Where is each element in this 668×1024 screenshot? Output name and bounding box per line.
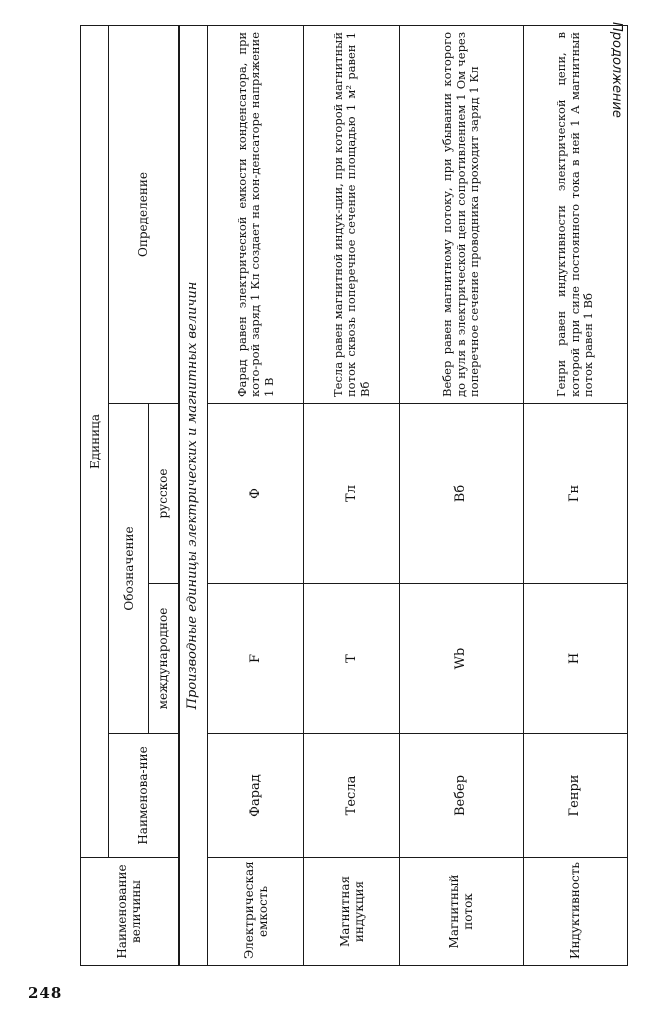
definition: Генри равен индуктивности электрической цепи, в которой при силе постоянного тока в ней 1 А магнитный поток равен 1 Вб bbox=[523, 25, 627, 403]
header-symbol: Обозначение bbox=[109, 404, 149, 734]
unit-name: Вебер bbox=[400, 734, 523, 858]
definition: Фарад равен электрической емкости конденсатора, при кото-рой заряд 1 Кл создает на кон-денсаторе напряжение 1 В bbox=[208, 25, 304, 403]
continuation-label: Продолжение bbox=[609, 22, 624, 118]
table-row bbox=[208, 25, 304, 965]
section-title: Производные единицы электрических и магнитных величин bbox=[179, 25, 208, 965]
quantity-name: Индуктивность bbox=[523, 858, 627, 966]
symbol-international: F bbox=[208, 584, 304, 734]
quantity-name: Магнитная индукция bbox=[304, 858, 400, 966]
quantity-name: Магнитный поток bbox=[400, 858, 523, 966]
symbol-international: T bbox=[304, 584, 400, 734]
definition: Вебер равен магнитному потоку, при убывании которого до нуля в электрической цепи сопротивлением 1 Ом через поперечное сечение проводника проходит заряд 1 Кл bbox=[400, 25, 523, 403]
symbol-russian: Тл bbox=[304, 404, 400, 584]
header-international: международное bbox=[149, 584, 179, 734]
unit-name: Фарад bbox=[208, 734, 304, 858]
symbol-russian: Гн bbox=[523, 404, 627, 584]
units-table bbox=[80, 25, 628, 966]
table-row bbox=[523, 25, 627, 965]
quantity-name: Электрическая емкость bbox=[208, 858, 304, 966]
symbol-russian: Ф bbox=[208, 404, 304, 584]
symbol-international: Wb bbox=[400, 584, 523, 734]
header-unit: Единица bbox=[81, 25, 109, 857]
unit-name: Генри bbox=[523, 734, 627, 858]
unit-name: Тесла bbox=[304, 734, 400, 858]
header-definition: Определение bbox=[109, 25, 179, 403]
header-unit-name: Наименова-ние bbox=[109, 734, 179, 858]
table-row bbox=[304, 25, 400, 965]
definition: Тесла равен магнитной индук-ции, при которой магнитный поток сквозь поперечное сечение площадью 1 м² равен 1 Вб bbox=[304, 25, 400, 403]
symbol-international: H bbox=[523, 584, 627, 734]
page-number: 248 bbox=[28, 984, 63, 1002]
table-row bbox=[400, 25, 523, 965]
header-russian: русское bbox=[149, 404, 179, 584]
rotated-table-wrapper bbox=[80, 26, 628, 966]
symbol-russian: Вб bbox=[400, 404, 523, 584]
header-quantity-name: Наименование величины bbox=[81, 858, 179, 966]
